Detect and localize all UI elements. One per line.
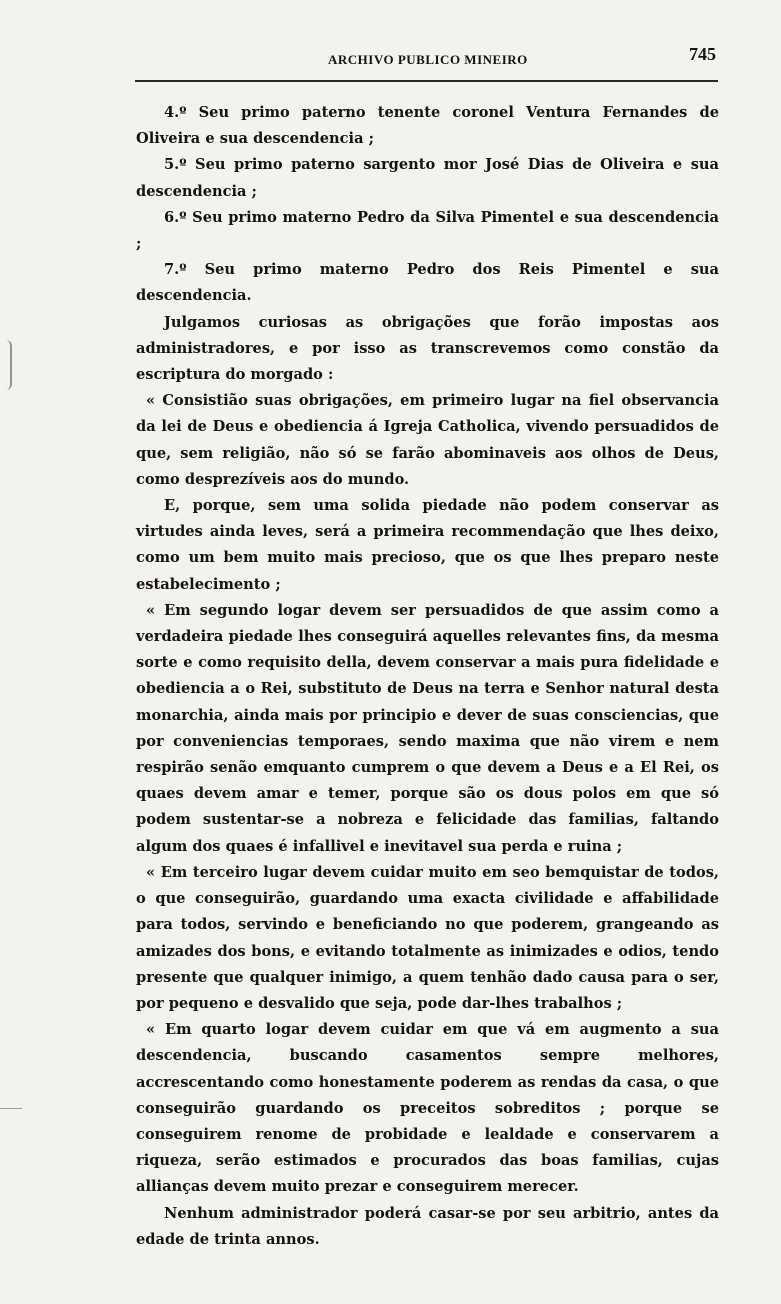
body-text: [136, 100, 719, 1253]
header-rule: [135, 80, 718, 82]
running-head: ARCHIVO PUBLICO MINEIRO: [328, 52, 528, 67]
paragraph: « Em segundo logar devem ser persuadidos de que assim como a verdadeira piedade lhes conseguirá aquelles relevantes fins, da mesma sorte e como requisito della, devem conservar a mais pura fidelidade e obediencia a o Rei, substituto de Deus na terra e Senhor natural desta monarchia, ainda mais por principio e dever de suas consciencias, que por conveniencias temporaes, sendo maxima que não virem e nem respirão senão emquanto cumprem o que devem a Deus e a El Rei, os quaes devem amar e temer, porque são os dous polos em que só podem sustentar-se a nobreza e felicidade das familias, faltando algum dos quaes é infallivel e inevitavel sua perda e ruina ;: [136, 601, 719, 855]
paragraph: 6.º Seu primo materno Pedro da Silva Pimentel e sua descendencia ;: [136, 208, 719, 253]
paragraph: 4.º Seu primo paterno tenente coronel Ventura Fernandes de Oliveira e sua descendencia ;: [136, 104, 719, 148]
page-header: [130, 44, 730, 74]
paragraph: 5.º Seu primo paterno sargento mor José Dias de Oliveira e sua descendencia ;: [136, 156, 719, 200]
paragraph: E, porque, sem uma solida piedade não podem conservar as virtudes ainda leves, será a primeira recommendação que lhes deixo, como um bem muito mais precioso, que os que lhes preparo neste estabelecimento ;: [136, 497, 719, 593]
page-number: 745: [689, 44, 716, 64]
paragraph: 7.º Seu primo materno Pedro dos Reis Pimentel e sua descendencia.: [136, 261, 719, 305]
margin-mark: [0, 340, 12, 390]
paragraph: Julgamos curiosas as obrigações que forão impostas aos administradores, e por isso as transcrevemos como constão da escriptura do morgado :: [136, 313, 719, 384]
paragraph: « Consistião suas obrigações, em primeiro lugar na fiel observancia da lei de Deus e obediencia á Igreja Catholica, vivendo persuadidos de que, sem religião, não só se farão abominaveis aos olhos de Deus, como desprezíveis aos do mundo.: [136, 392, 719, 488]
margin-mark: [0, 1108, 22, 1109]
paragraph: Nenhum administrador poderá casar-se por seu arbitrio, antes da edade de trinta annos.: [136, 1204, 719, 1248]
paragraph: « Em terceiro lugar devem cuidar muito em seo bemquistar de todos, o que conseguirão, guardando uma exacta civilidade e affabilidade para todos, servindo e beneficiando no que poderem, grangeando as amizades dos bons, e evitando totalmente as inimizades e odios, tendo presente que qualquer inimigo, a quem tenhão dado causa para o ser, por pequeno e desvalido que seja, pode dar-lhes trabalhos ;: [136, 863, 719, 1012]
paragraph: « Em quarto logar devem cuidar em que vá em augmento a sua descendencia, buscando casamentos sempre melhores, accrescentando como honestamente poderem as rendas da casa, o que conseguirão guardando os preceitos sobreditos ; porque se conseguirem renome de probidade e lealdade e conservarem a riqueza, serão estimados e procurados das boas familias, cujas allianças devem muito prezar e conseguirem merecer.: [136, 1021, 719, 1196]
